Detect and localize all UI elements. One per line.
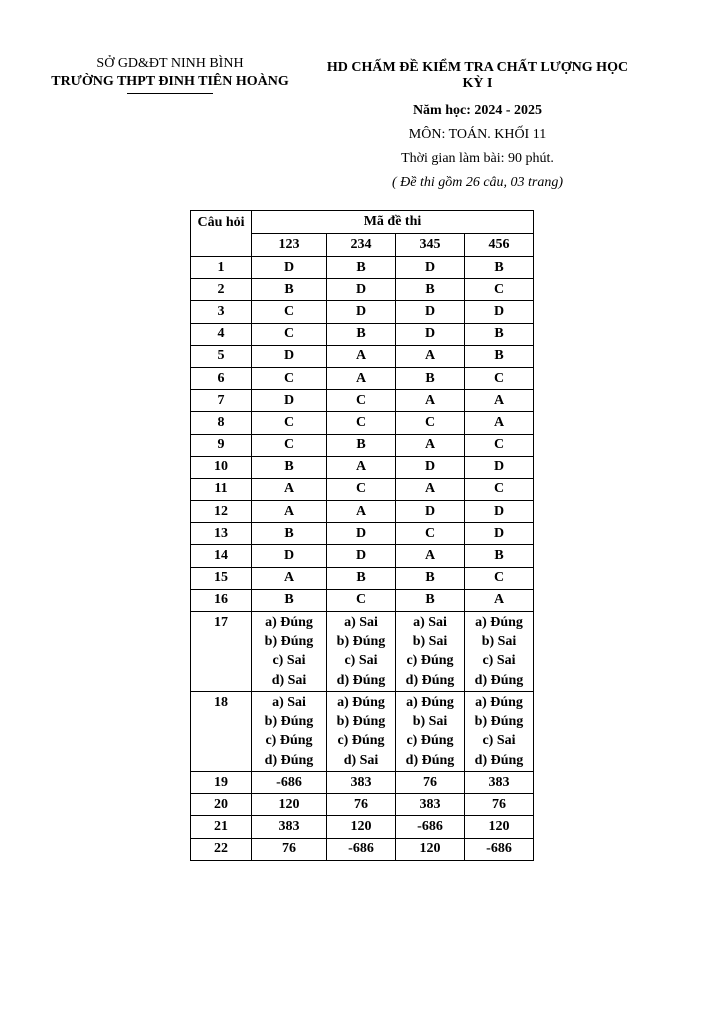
answer-cell: D <box>252 257 327 279</box>
answer-cell: B <box>252 589 327 611</box>
answer-cell: D <box>252 545 327 567</box>
code-cell: 234 <box>327 234 396 257</box>
answer-cell: 383 <box>252 816 327 838</box>
answer-cell: 76 <box>396 772 465 794</box>
document-title <box>305 60 650 92</box>
answer-line: a) Đúng <box>265 615 313 630</box>
answer-line: a) Đúng <box>475 615 523 630</box>
table-row <box>191 692 534 772</box>
answer-cell: D <box>252 345 327 367</box>
table-row <box>191 390 534 412</box>
answer-cell: C <box>327 390 396 412</box>
question-number: 17 <box>191 612 252 692</box>
answer-cell: 76 <box>465 794 534 816</box>
answer-cell: A <box>465 390 534 412</box>
subject-line: MÔN: TOÁN. KHỐI 11 <box>408 127 547 142</box>
answer-cell: 120 <box>396 838 465 860</box>
answer-cell: D <box>396 323 465 345</box>
answer-cell: C <box>465 279 534 301</box>
answer-cell: C <box>252 367 327 389</box>
answer-line: b) Sai <box>412 634 448 650</box>
header-right <box>305 60 650 191</box>
answer-cell: D <box>396 257 465 279</box>
table-row <box>191 816 534 838</box>
answer-cell: C <box>327 478 396 500</box>
table-row <box>191 345 534 367</box>
answer-cell: C <box>252 434 327 456</box>
question-number: 7 <box>191 390 252 412</box>
question-number: 22 <box>191 838 252 860</box>
answer-cell <box>252 612 327 692</box>
answer-cell: C <box>327 412 396 434</box>
table-row <box>191 523 534 545</box>
table-row <box>191 612 534 692</box>
answer-cell: B <box>396 279 465 301</box>
school-name: TRƯỜNG THPT ĐINH TIÊN HOÀNG <box>51 74 289 89</box>
answer-cell: C <box>327 589 396 611</box>
answer-line: d) Đúng <box>474 672 524 688</box>
answer-line: b) Đúng <box>336 634 386 650</box>
table-row <box>191 838 534 860</box>
title-line-2: KỲ I <box>462 76 493 91</box>
answer-cell: A <box>327 345 396 367</box>
table-row <box>191 478 534 500</box>
answer-line: a) Sai <box>413 615 447 630</box>
answer-line: a) Đúng <box>406 695 454 710</box>
answer-cell <box>327 612 396 692</box>
header-divider <box>127 93 213 94</box>
question-number: 13 <box>191 523 252 545</box>
answer-cell: D <box>327 301 396 323</box>
answer-cell: 76 <box>252 838 327 860</box>
answer-line: d) Đúng <box>336 672 386 688</box>
answer-cell: D <box>465 501 534 523</box>
question-number: 11 <box>191 478 252 500</box>
answer-cell: B <box>252 523 327 545</box>
table-row <box>191 589 534 611</box>
question-number: 21 <box>191 816 252 838</box>
table-row <box>191 257 534 279</box>
answer-cell: 120 <box>252 794 327 816</box>
answer-line: a) Sai <box>344 615 378 630</box>
answer-cell: A <box>396 345 465 367</box>
answer-cell: D <box>396 301 465 323</box>
header-left <box>40 55 300 94</box>
answer-cell: -686 <box>252 772 327 794</box>
answer-line: c) Sai <box>482 733 516 749</box>
answer-cell: 383 <box>396 794 465 816</box>
code-header: Mã đề thi <box>252 211 534 234</box>
answer-cell: A <box>465 589 534 611</box>
answer-cell: B <box>327 257 396 279</box>
answer-cell: B <box>252 279 327 301</box>
answer-cell: D <box>327 279 396 301</box>
question-number: 16 <box>191 589 252 611</box>
answer-cell: B <box>252 456 327 478</box>
answer-cell: -686 <box>327 838 396 860</box>
answer-line: c) Đúng <box>406 733 454 749</box>
answer-cell: A <box>252 567 327 589</box>
answer-cell: C <box>465 367 534 389</box>
answer-cell: B <box>465 323 534 345</box>
table-row <box>191 323 534 345</box>
answer-cell: C <box>465 567 534 589</box>
answer-cell: C <box>465 434 534 456</box>
question-header: Câu hỏi <box>191 211 252 257</box>
answer-key-table <box>190 210 534 861</box>
answer-line: d) Sai <box>343 752 379 768</box>
answer-cell: C <box>252 301 327 323</box>
question-number: 15 <box>191 567 252 589</box>
question-number: 3 <box>191 301 252 323</box>
exam-note: ( Đề thi gồm 26 câu, 03 trang) <box>391 175 564 190</box>
answer-cell: A <box>327 456 396 478</box>
table-row <box>191 567 534 589</box>
table-row <box>191 501 534 523</box>
question-number: 8 <box>191 412 252 434</box>
question-number: 20 <box>191 794 252 816</box>
table-row <box>191 367 534 389</box>
answer-line: a) Đúng <box>337 695 385 710</box>
department-name: SỞ GD&ĐT NINH BÌNH <box>96 56 244 71</box>
time-limit: Thời gian làm bài: 90 phút. <box>401 151 554 166</box>
question-number: 1 <box>191 257 252 279</box>
answer-line: b) Đúng <box>474 714 524 730</box>
table-row <box>191 456 534 478</box>
answer-cell: 120 <box>327 816 396 838</box>
answer-cell: 120 <box>465 816 534 838</box>
answer-cell: C <box>396 412 465 434</box>
answer-line: d) Sai <box>271 672 307 688</box>
answer-line: d) Đúng <box>474 752 524 768</box>
answer-cell: D <box>396 456 465 478</box>
answer-cell: B <box>465 345 534 367</box>
table-row <box>191 279 534 301</box>
answer-line: d) Đúng <box>405 672 455 688</box>
answer-line: d) Đúng <box>264 752 314 768</box>
question-number: 19 <box>191 772 252 794</box>
answer-cell: B <box>327 434 396 456</box>
school-year: Năm học: 2024 - 2025 <box>412 103 543 118</box>
answer-cell: D <box>465 523 534 545</box>
table-row <box>191 772 534 794</box>
question-number: 18 <box>191 692 252 772</box>
table-row <box>191 794 534 816</box>
answer-cell: C <box>252 412 327 434</box>
answer-cell: -686 <box>465 838 534 860</box>
answer-cell: A <box>327 367 396 389</box>
answer-line: b) Sai <box>481 634 517 650</box>
answer-cell: D <box>465 301 534 323</box>
answer-cell: C <box>465 478 534 500</box>
answer-cell: B <box>396 567 465 589</box>
answer-line: c) Sai <box>344 653 378 669</box>
question-number: 4 <box>191 323 252 345</box>
answer-cell: 383 <box>465 772 534 794</box>
question-number: 6 <box>191 367 252 389</box>
answer-cell: B <box>327 323 396 345</box>
answer-cell <box>465 692 534 772</box>
question-number: 5 <box>191 345 252 367</box>
answer-cell: C <box>252 323 327 345</box>
answer-cell <box>396 612 465 692</box>
answer-cell: B <box>327 567 396 589</box>
answer-cell <box>465 612 534 692</box>
answer-line: b) Sai <box>412 714 448 730</box>
answer-cell: D <box>327 545 396 567</box>
answer-cell: 76 <box>327 794 396 816</box>
answer-cell <box>252 692 327 772</box>
answer-cell <box>396 692 465 772</box>
table-row <box>191 301 534 323</box>
answer-cell: A <box>396 390 465 412</box>
answer-cell <box>327 692 396 772</box>
answer-line: b) Đúng <box>264 714 314 730</box>
question-number: 2 <box>191 279 252 301</box>
answer-cell: B <box>396 367 465 389</box>
code-cell: 345 <box>396 234 465 257</box>
answer-cell: B <box>465 257 534 279</box>
answer-line: b) Đúng <box>336 714 386 730</box>
question-number: 9 <box>191 434 252 456</box>
code-cell: 123 <box>252 234 327 257</box>
answer-line: d) Đúng <box>405 752 455 768</box>
answer-cell: D <box>327 523 396 545</box>
answer-line: c) Sai <box>272 653 306 669</box>
title-line-1: HD CHẤM ĐỀ KIỂM TRA CHẤT LƯỢNG HỌC <box>326 60 629 75</box>
code-cell: 456 <box>465 234 534 257</box>
answer-cell: C <box>396 523 465 545</box>
question-number: 10 <box>191 456 252 478</box>
answer-cell: A <box>465 412 534 434</box>
table-row <box>191 412 534 434</box>
answer-cell: A <box>327 501 396 523</box>
answer-cell: A <box>252 478 327 500</box>
answer-cell: B <box>396 589 465 611</box>
answer-cell: A <box>396 545 465 567</box>
answer-line: c) Đúng <box>337 733 385 749</box>
answer-line: a) Đúng <box>475 695 523 710</box>
answer-cell: B <box>465 545 534 567</box>
answer-cell: D <box>396 501 465 523</box>
answer-line: c) Đúng <box>406 653 454 669</box>
answer-cell: A <box>252 501 327 523</box>
table-row <box>191 434 534 456</box>
table-row <box>191 545 534 567</box>
answer-cell: -686 <box>396 816 465 838</box>
answer-cell: D <box>252 390 327 412</box>
answer-cell: A <box>396 478 465 500</box>
question-number: 12 <box>191 501 252 523</box>
answer-cell: D <box>465 456 534 478</box>
answer-line: c) Sai <box>482 653 516 669</box>
answer-line: b) Đúng <box>264 634 314 650</box>
question-number: 14 <box>191 545 252 567</box>
answer-line: c) Đúng <box>265 733 313 749</box>
answer-cell: A <box>396 434 465 456</box>
answer-line: a) Sai <box>272 695 306 710</box>
answer-cell: 383 <box>327 772 396 794</box>
